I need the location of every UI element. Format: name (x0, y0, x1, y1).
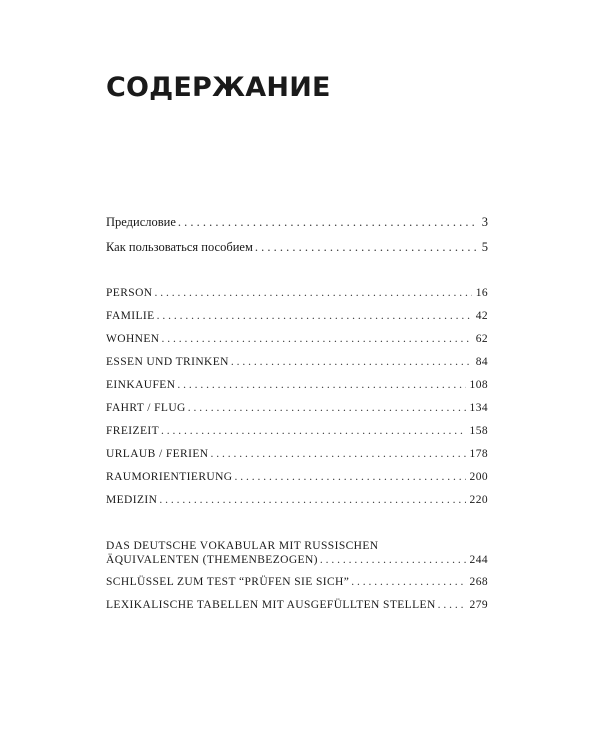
toc-entry-chapter[interactable] (106, 332, 488, 346)
toc-entry-how-to-use[interactable] (106, 240, 488, 254)
toc-entry-label: FAHRT / FLUG (106, 402, 186, 414)
toc-entry-answer-key[interactable] (106, 575, 488, 589)
toc-leader-dots (188, 401, 466, 415)
toc-entry-label: WOHNEN (106, 333, 160, 345)
toc-page-number: 5 (481, 240, 488, 254)
toc-page-number: 178 (469, 448, 488, 460)
toc-page-number: 42 (475, 310, 488, 322)
toc-page-number: 84 (475, 356, 488, 368)
toc-entry-lexical-tables[interactable] (106, 598, 488, 612)
toc-leader-dots (162, 332, 472, 346)
toc-page-number: 200 (469, 471, 488, 483)
toc-page-number: 220 (469, 494, 488, 506)
toc-entry-label: LEXIKALISCHE TABELLEN MIT AUSGEFÜLLTEN STELLEN (106, 599, 436, 611)
toc-leader-dots (155, 286, 472, 300)
toc-intro-section (106, 215, 488, 254)
toc-entry-vocabulary[interactable] (106, 539, 488, 567)
toc-entry-label: ESSEN UND TRINKEN (106, 356, 229, 368)
toc-appendix-section (106, 539, 488, 612)
toc-entry-label: RAUMORIENTIERUNG (106, 471, 233, 483)
toc-entry-label: EINKAUFEN (106, 379, 176, 391)
toc-entry-chapter[interactable] (106, 493, 488, 507)
toc-entry-label: Предисловие (106, 215, 176, 229)
toc-page-number: 16 (475, 287, 488, 299)
toc-chapters-section (106, 286, 488, 507)
toc-leader-dots (157, 309, 472, 323)
toc-entry-label: SCHLÜSSEL ZUM TEST “PRÜFEN SIE SICH” (106, 576, 350, 588)
toc-leader-dots (161, 424, 466, 438)
toc-entry-chapter[interactable] (106, 309, 488, 323)
toc-page-number: 3 (481, 215, 488, 229)
toc-leader-dots (231, 355, 472, 369)
toc-page-number: 62 (475, 333, 488, 345)
toc-entry-preface[interactable] (106, 215, 488, 229)
toc-entry-label-line2: ÄQUIVALENTEN (THEMENBEZOGEN) (106, 554, 318, 566)
toc-entry-chapter[interactable] (106, 424, 488, 438)
page-title: СОДЕРЖАНИЕ (106, 72, 331, 103)
toc-leader-dots (159, 493, 465, 507)
toc-entry-chapter[interactable] (106, 401, 488, 415)
toc-page-number: 268 (469, 576, 488, 588)
toc-page-number: 134 (469, 402, 488, 414)
toc-page-number: 279 (469, 599, 488, 611)
toc-entry-label: URLAUB / FERIEN (106, 448, 209, 460)
toc-page-number: 244 (469, 554, 488, 566)
toc-leader-dots (177, 378, 465, 392)
toc-leader-dots (438, 598, 466, 612)
toc-leader-dots (210, 447, 465, 461)
toc-entry-label: FAMILIE (106, 310, 155, 322)
toc-entry-chapter[interactable] (106, 447, 488, 461)
toc-entry-label: MEDIZIN (106, 494, 158, 506)
toc-entry-label: Как пользоваться пособием (106, 240, 253, 254)
toc-entry-chapter[interactable] (106, 286, 488, 300)
toc-page-number: 108 (469, 379, 488, 391)
toc-entry-chapter[interactable] (106, 355, 488, 369)
toc-entry-chapter[interactable] (106, 470, 488, 484)
toc-entry-label-line1: DAS DEUTSCHE VOKABULAR MIT RUSSISCHEN (106, 540, 379, 552)
toc-leader-dots (351, 575, 465, 589)
toc-leader-dots (178, 215, 478, 229)
toc-leader-dots (255, 240, 478, 254)
toc-entry-chapter[interactable] (106, 378, 488, 392)
toc-leader-dots (235, 470, 466, 484)
toc-entry-vocabulary-line2 (106, 553, 488, 567)
toc-entry-label: FREIZEIT (106, 425, 160, 437)
toc-leader-dots (320, 553, 466, 567)
toc-entry-label: PERSON (106, 287, 153, 299)
toc-page-number: 158 (469, 425, 488, 437)
